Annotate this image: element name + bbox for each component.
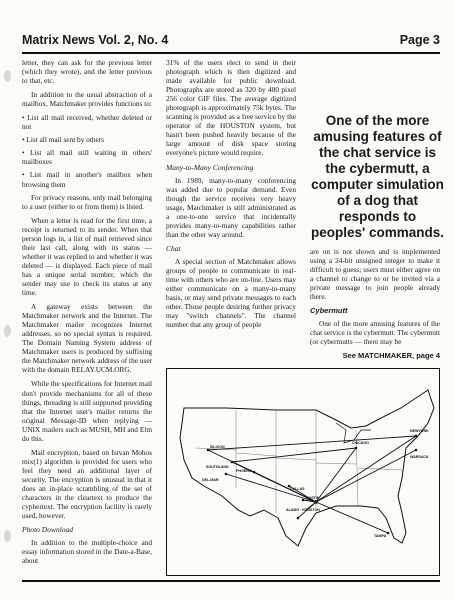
paragraph: While the specifications for Internet mail don't provide mechanisms for all of these things, threading is still supported providing that the Internet user's mailer returns the original Message-ID when replying — UNIX mailers such as MUSH, MH and Elm do this.: [22, 379, 152, 443]
paragraph: In addition to the usual abstraction of a mailbox, Matchmaker provides functions to:: [22, 90, 152, 109]
paragraph: In addition to the multiple-choice and essay information stored in the Date-a-Base, about: [22, 538, 152, 566]
newsletter-title: Matrix News Vol. 2, No. 4: [22, 33, 169, 47]
page-header: [22, 33, 440, 51]
continuation-link[interactable]: See MATCHMAKER, page 4: [342, 351, 440, 361]
list-item: • List all mail still waiting in others' mailboxes: [22, 148, 152, 167]
section-heading: Chat: [166, 243, 181, 253]
section-heading: Photo Download: [22, 525, 74, 535]
list-item: • List mail in another's mailbox when browsing them: [22, 170, 152, 189]
paragraph: A special section of Matchmaker allows groups of people to communicate in real-time with others who are on-line. Users may either communicate on a many-to-many basis, or may send private messages to each other. Those people desiring further privacy may "switch channels". The channel number that any group of people: [166, 256, 296, 330]
paragraph: are on is not shown and is implemented using a 24-bit unsigned integer to make it difficult to guess; users must either agree on a channel to change to or be invited via a private message to join people already there.: [310, 247, 440, 302]
column-2: [166, 58, 296, 334]
paragraph: When a letter is read for the first time, a receipt is returned to its sender. When that person logs in, a list of mail retrieved since their last call, along with its status — whether it was replied to and whether it was deleted — is displayed. Each piece of mail has a unique serial number, which the sender may use to check its status at any time.: [22, 215, 152, 298]
footer-rule: [22, 580, 440, 582]
city-label-dallas: DALLAS: [290, 487, 305, 491]
binder-hole: [4, 70, 11, 82]
paragraph: 31% of the users elect to send in their photograph which is then digitized and made available for public download. Photographs are stored as 320 by 480 pixel 256 color GIF files. The average digitized photograph is approximately 75k bytes. The scanning is provided as a free service by the operator of the HOUSTON system, but hasn't been pushed heavily because of the large amount of disk space storing everyone's picture would require.: [166, 58, 296, 158]
list-item: • List all mail received, whether deleted or not: [22, 113, 152, 132]
city-label-houston: HOUSTON: [302, 508, 320, 512]
city-label-phoenix: PHOENIX: [236, 469, 253, 473]
page-number: Page 3: [399, 33, 440, 47]
network-map: [166, 368, 440, 576]
column-3: [310, 247, 440, 361]
paragraph: Mail encryption, based on Istvan Mohos mix(1) algorithm is provided for users who feel they need an additional layer of security. The encryption is unusual in that it does an in-place scrambling of the set of characters in the cleartext to produce the cyphertext. The encryption facility is rarely used, however.: [22, 447, 152, 521]
section-heading: Many-to-Many Conferencing: [166, 162, 254, 172]
paragraph: For privacy reasons, only mail belonging to a user (either to or from them) is listed.: [22, 192, 152, 211]
column-1: [22, 58, 152, 570]
binder-hole: [4, 325, 11, 337]
city-label-southland: SOUTHLAND: [206, 465, 229, 469]
header-rule: [22, 52, 440, 54]
paragraph: letter, they can ask for the previous letter (which they wrote), and the letter previous to that, etc.: [22, 58, 152, 86]
city-label-tampa: TAMPA: [374, 534, 387, 538]
city-label-delmar: DEL-MAR: [202, 478, 219, 482]
section-heading: Cybermutt: [310, 306, 348, 316]
binder-hole: [4, 530, 11, 542]
paragraph: In 1989, many-to-many conferencing was added due to popular demand. Even though the service receives very heavy usage, Matchmaker is still administrated as a one-to-one service that incidentally provides many-to-many capabilities rather than the other way around.: [166, 175, 296, 239]
paragraph: A gateway exists between the Matchmaker network and the Internet. The Matchmaker mailer recognizes Internet addresses, so no special syntax is required. The Domain Naming System address of Matchmaker users is produced by suffixing the Matchmaker network address of the user with the domain RELAY.UCM.ORG.: [22, 302, 152, 375]
city-label-newyork: NEWYORK: [410, 429, 429, 433]
list-item: • List all mail sent by others: [22, 135, 104, 145]
pull-quote: One of the more amusing features of the chat service is the cybermutt, a computer simulation of a dog that responds to peoples' commands.: [311, 113, 444, 240]
paragraph: One of the more amusing features of the chat service is the cybermutt. The cybermutt (or cybermutts — there may be: [310, 319, 440, 347]
city-label-silicon: SILICON: [210, 445, 225, 449]
city-label-chicago: CHICAGO: [352, 441, 369, 445]
city-label-austin: AUSTIN: [306, 496, 320, 500]
city-label-warsaw: WARSACK: [410, 455, 429, 459]
city-label-alamo: ALAMO: [286, 508, 300, 512]
